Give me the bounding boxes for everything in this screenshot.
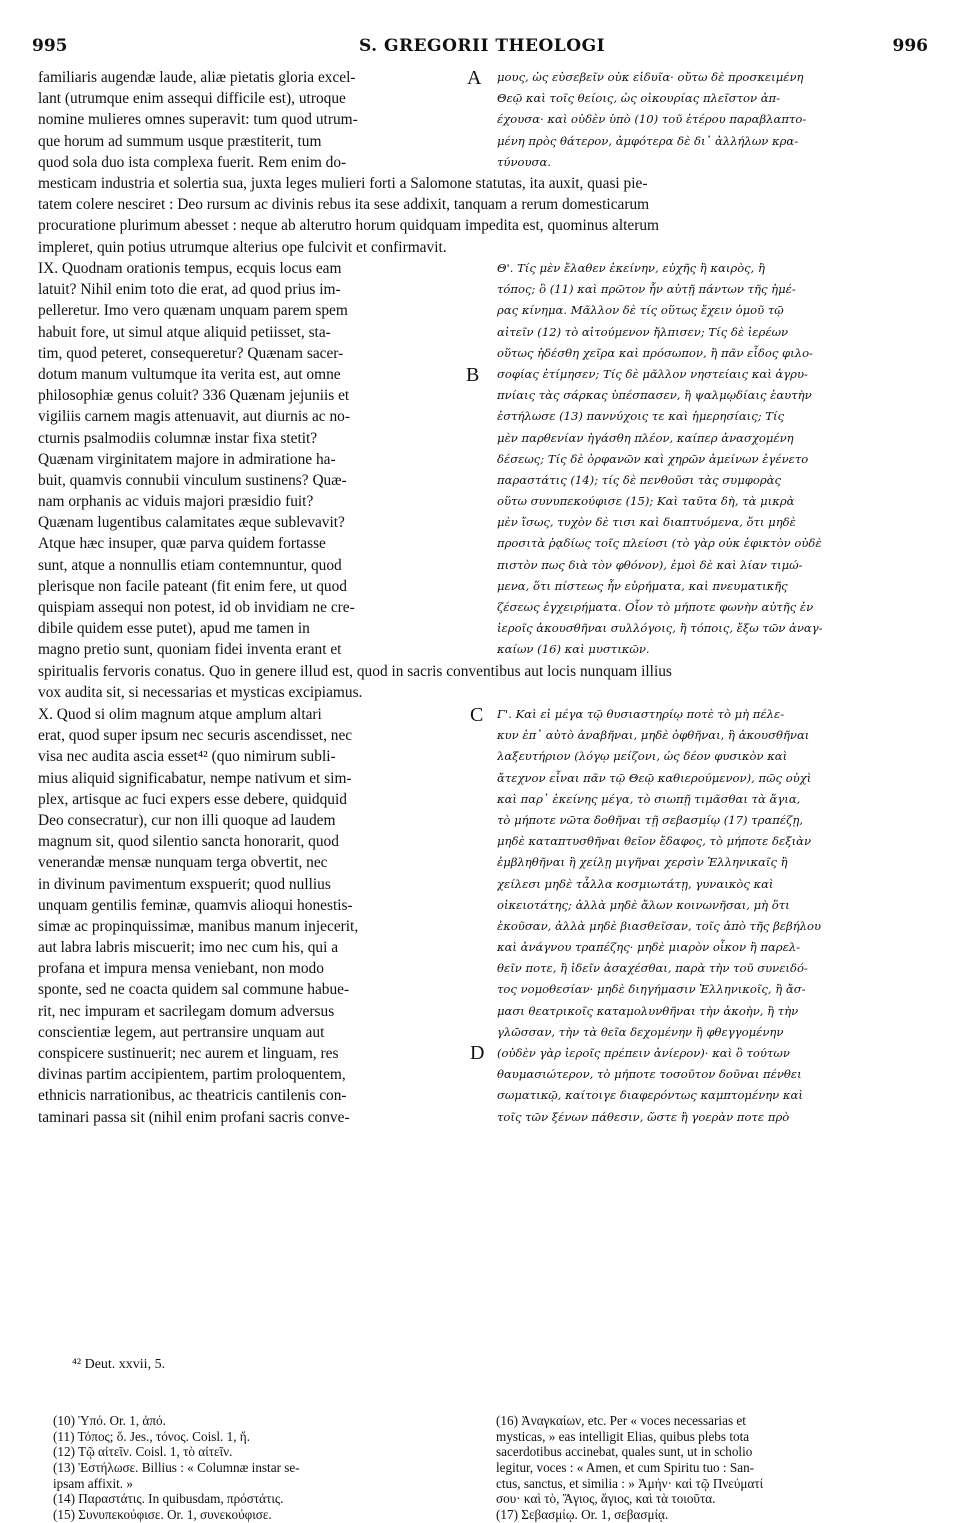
text-line: μασι θεατρικοῖς καταμολυνθῆναι τὴν ἀκοὴν, ἢ τὴν <box>497 1003 799 1018</box>
margin-marker-d: D <box>470 1042 485 1064</box>
text-line: τύνουσα. <box>497 154 551 169</box>
text-line: quispiam assequi non potest, id ob invidiam ne cre- <box>38 599 355 616</box>
text-line: venerandæ mensæ nunquam terga obvertit, nec <box>38 854 328 872</box>
latin-column-block-3 <box>38 704 358 1128</box>
text-line: in divinum pavimentum exspuerit; quod nullius <box>38 875 331 893</box>
text-line: philosophiæ genus coluit? 336 Quænam jejuniis et <box>38 387 350 405</box>
text-line: Atque hæc insuper, quæ parva quidem fortasse <box>38 535 326 553</box>
text-line: (17) Σεβασμίῳ. Or. 1, σεβασμίᾳ. <box>496 1507 669 1523</box>
text-line: IX. Quodnam orationis tempus, ecquis locus eam <box>38 260 342 277</box>
text-line: divinas partim accipientem, partim proloquentem, <box>38 1066 346 1084</box>
text-line: conscientiæ legem, aut pertransire unquam aut <box>38 1023 325 1041</box>
full-width-paragraph-1 <box>38 173 659 258</box>
text-line: lant (utrumque enim assequi difficile est), utroque <box>38 90 346 108</box>
text-line: Deo consecratur), cur non illi quoque ad laudem <box>38 811 336 829</box>
text-line: μένη πρὸς θάτερον, ἀμφότερα δὲ δι᾽ ἀλλήλων κρα- <box>497 133 799 148</box>
latin-column-block-1 <box>38 67 358 173</box>
text-line: πιστὸν πως διὰ τὸν φθόνον), ἐμοὶ δὲ καὶ λίαν τιμώ- <box>497 557 803 572</box>
text-line: μὲν παρθενίαν ἠγάσθη πλέον, καίπερ ἀνασχομένη <box>497 430 794 445</box>
text-line: procuratione plurimum abesset : neque ab alterutro horum quidquam impedita est, quominus alterum <box>38 217 660 235</box>
text-line: plerisque non facile pateant (fit enim fere, ut quod <box>38 577 347 595</box>
text-line: σου· καὶ τὸ, Ἅγιος, ἅγιος, καὶ τὰ τοιοῦτα. <box>496 1491 716 1507</box>
text-line: tim, quod peteret, consequeretur? Quænam sacer- <box>38 344 344 362</box>
critical-notes-left <box>53 1413 300 1523</box>
page-number-left: 995 <box>32 36 68 56</box>
text-line: dibile quidem esse putet), apud me tamen in <box>38 620 310 638</box>
text-line: Θ'. Τίς μὲν ἔλαθεν ἐκείνην, εὐχῆς ἢ καιρὸς, ἢ <box>497 261 765 275</box>
critical-notes-right <box>496 1413 763 1523</box>
text-line: taminari passa sit (nihil enim profani sacris conve- <box>38 1108 350 1126</box>
text-line: θεῖν ποτε, ἢ ἰδεῖν ἀσαχέσθαι, παρὰ τὴν τοῦ συνειδό- <box>497 961 808 976</box>
text-line: (12) Τῷ αἰτεῖν. Coisl. 1, τὸ αἰτεῖν. <box>53 1444 233 1460</box>
text-line: οὕτως ἠδέσθη χεῖρα καὶ πρόσωπον, ἢ πᾶν εἶδος φιλο- <box>497 345 813 360</box>
text-line: καίων (16) καὶ μυστικῶν. <box>497 642 650 657</box>
text-line: Γ'. Καὶ εἰ μέγα τῷ θυσιαστηρίῳ ποτὲ τὸ μὴ πέλε- <box>497 707 785 721</box>
text-line: dotum manum vultumque ita verita est, aut omne <box>38 365 341 383</box>
text-line: μους, ὡς εὐσεβεῖν οὐκ εἰδυῖα· οὔτω δὲ προσκειμένη <box>497 70 804 84</box>
text-line: impleret, quin potius utrumque alterius ope fulcivit et confirmavit. <box>38 238 447 256</box>
text-line: καὶ ἀνάγνου τραπέζης· μηδὲ μιαρὸν οἶκον ἢ παρελ- <box>497 940 801 955</box>
text-line: buit, quamvis connubii vinculum sustinens? Quæ- <box>38 471 347 489</box>
text-line: δέσεως; Τίς δὲ ὀρφανῶν καὶ χηρῶν ἀμείνων ἐγένετο <box>497 451 809 466</box>
text-line: (13) Ἐστήλωσε. Billius : « Columnæ instar se- <box>53 1460 300 1476</box>
text-line: ipsam affixit. » <box>53 1475 133 1491</box>
text-line: que horum ad summum usque præstiterit, tum <box>38 132 322 150</box>
greek-column-block-2 <box>497 258 823 661</box>
text-line: πνίαις τὰς σάρκας ὑπέσπασεν, ἢ ψαλμῳδίαις ἑαυτὴν <box>497 388 812 403</box>
text-line: spiritualis fervoris conatus. Quo in genere illud est, quod in sacris conventibus aut locis nunquam illius <box>38 663 672 680</box>
text-line: ctus, sanctus, et similia : » Ἀμήν· καὶ τῷ Πνεύματί <box>496 1475 764 1491</box>
text-line: vigiliis carnem magis attenuavit, aut diurnis ac no- <box>38 408 351 426</box>
text-line: erat, quod super ipsum nec securis ascendisset, nec <box>38 727 353 745</box>
text-line: legitur, voces : « Amen, et cum Spiritu tuo : San- <box>496 1460 755 1476</box>
text-line: ἱεροῖς ἀκουσθῆναι συλλόγοις, ἢ τόποις, ἔξω τῶν ἀναγ- <box>497 621 823 636</box>
text-line: γλῶσσαν, τὴν τὰ θεῖα δεχομένην ἢ φθεγγομένην <box>497 1024 784 1039</box>
text-line: sponte, sed ne coacta quidem sal commune habue- <box>38 981 350 999</box>
text-line: (16) Ἀναγκαίων, etc. Per « voces necessarias et <box>496 1413 746 1428</box>
text-line: τὸ μήποτε νῶτα δοθῆναι τῇ σεβασμίῳ (17) τραπέζῃ, <box>497 812 804 827</box>
text-line: (11) Τόπος; ὅ. Jes., τόνος. Coisl. 1, ἤ. <box>53 1428 250 1444</box>
text-line: οὕτω συνυπεκούφισε (15); Καὶ ταῦτα δὴ, τὰ μικρὰ <box>497 494 795 509</box>
text-line: ἑκοῦσαν, ἀλλὰ μηδὲ βιασθεῖσαν, τοῖς ἀπὸ τῆς βεβήλου <box>497 918 822 933</box>
text-line: mius aliquid significabatur, nempe nativum et sim- <box>38 769 352 787</box>
text-line: (14) Παραστάτις. In quibusdam, πρόστάτις. <box>53 1491 284 1507</box>
text-line: μηδὲ καταπτυσθῆναι θεῖον ἔδαφος, τὸ μήποτε δεξιὰν <box>497 834 812 849</box>
text-line: mesticam industria et solertia sua, juxta leges mulieri forti a Salomone statutas, ita auxit, quasi pie- <box>38 175 648 192</box>
page-number-right: 996 <box>892 36 928 56</box>
text-line: tatem colere nesciret : Deo rursum ac divinis rebus ita sese addixit, tanquam a rerum domesticarum <box>38 196 650 214</box>
text-line: λαξευτήριον (λόγῳ μείζονι, ὡς δέον φυσικὸν καὶ <box>497 749 788 764</box>
text-line: visa nec audita ascia esset⁴² (quo nimirum subli- <box>38 748 336 766</box>
text-line: plex, artisque ac fuci expers esse debere, quidquid <box>38 790 347 808</box>
text-line: latuit? Nihil enim toto die erat, ad quod prius im- <box>38 281 341 299</box>
text-line: σοφίας ἐτίμησεν; Τίς δὲ μᾶλλον νηστείαις καὶ ἀγρυ- <box>497 366 808 381</box>
greek-column-block-1 <box>497 67 806 173</box>
text-line: mysticas, » eas intelligit Elias, quibus plebs tota <box>496 1428 750 1444</box>
text-line: καὶ παρ᾽ ἐκείνης μέγα, τὸ σιωπῇ τιμᾶσθαι τὰ ἅγια, <box>497 791 801 806</box>
text-line: σωματικῷ, καίτοιγε διαφερόντως καμπτομένην καὶ <box>497 1088 803 1103</box>
text-line: familiaris augendæ laude, aliæ pietatis gloria excel- <box>38 69 356 86</box>
margin-marker-b: B <box>466 364 480 386</box>
text-line: μὲν ἴσως, τυχὸν δὲ τισι καὶ διαπτυόμενα, ὅτι μηδὲ <box>497 515 796 530</box>
text-line: έχουσα· καὶ οὐδὲν ὑπὸ (10) τοῦ ἑτέρου παραβλαπτο- <box>497 112 807 127</box>
margin-marker-c: C <box>470 704 484 726</box>
text-line: χείλεσι μηδὲ τἆλλα κοσμιωτάτῃ, γυναικὸς καὶ <box>497 876 774 891</box>
text-line: aut labra labris miscuerit; imo nec cum his, qui a <box>38 939 339 957</box>
text-line: οἰκειοτάτης; ἀλλὰ μηδὲ ἄλων κοινωνῆσαι, μὴ ὅτι <box>497 897 790 912</box>
text-line: habuit fore, ut simul atque aliquid petiisset, sta- <box>38 323 331 341</box>
text-line: Θεῷ καὶ τοῖς θείοις, ὡς οἰκουρίας πλεῖστον ἀπ- <box>497 91 781 106</box>
text-line: (10) Ὑπό. Or. 1, ἀπό. <box>53 1413 166 1428</box>
latin-column-block-2 <box>38 258 355 661</box>
text-line: προσιτὰ ῥᾳδίως τοῖς πλείοσι (τὸ γὰρ οὐκ ἐφικτὸν οὐδὲ <box>497 536 822 551</box>
text-line: sacerdotibus accinebat, quales sunt, ut in scholio <box>496 1444 753 1460</box>
full-width-paragraph-2 <box>38 661 672 703</box>
text-line: nam orphanis ac viduis majori præsidio fuit? <box>38 493 314 511</box>
text-line: unquam gentilis feminæ, quamvis alioqui honestis- <box>38 896 353 914</box>
text-line: παραστάτις (14); τίς δὲ πενθοῦσι τὰς συμφορὰς <box>497 472 782 487</box>
text-line: cturnis psalmodiis columnæ instar fixa stetit? <box>38 429 318 447</box>
text-line: ἄτεχνον εἶναι πᾶν τῷ Θεῷ καθιερούμενον), πῶς οὐχὶ <box>497 770 812 785</box>
scripture-footnote: ⁴² Deut. xxvii, 5. <box>72 1357 166 1372</box>
text-line: Quænam virginitatem majore in admiratione ha- <box>38 450 336 468</box>
text-line: conspicere sustinuerit; nec aurem et linguam, res <box>38 1045 339 1062</box>
text-line: (οὐδὲν γὰρ ἱεροῖς πρέπειν ἀνίερον)· καὶ ὃ τούτων <box>497 1046 790 1060</box>
text-line: τοῖς τῶν ξένων πάθεσιν, ὥστε ἢ γοερὰν ποτε πρὸ <box>497 1109 790 1124</box>
text-line: ρας κίνημα. Μᾶλλον δὲ τίς οὕτως ἔχειν ὁμοῦ τῷ <box>497 303 784 318</box>
text-line: τος νομοθεσίαν· μηδὲ διηγήμασιν Ἑλληνικοῖς, ἢ ἄσ- <box>497 982 806 997</box>
text-line: nomine mulieres omnes superavit: tum quod utrum- <box>38 111 358 129</box>
text-line: magnum sit, quod silentio sancta honorarit, quod <box>38 833 339 851</box>
text-line: Quænam lugentibus calamitates æque sublevavit? <box>38 514 345 532</box>
text-line: αἰτεῖν (12) τὸ αἰτούμενον ἤλπισεν; Τίς δὲ ἱερέων <box>497 324 789 339</box>
margin-marker-a: A <box>467 67 482 89</box>
text-line: θαυμασιώτερον, τὸ μήποτε τοσοῦτον δοῦναι πένθει <box>497 1067 802 1082</box>
text-line: simæ ac propinquissimæ, manibus manum injecerit, <box>38 917 359 935</box>
text-line: τόπος; ὃ (11) καὶ πρῶτον ἦν αὐτῇ πάντων τῆς ἡμέ- <box>497 282 796 297</box>
text-line: μενα, ὅτι πίστεως ἦν εὑρήματα, καὶ πνευματικῆς <box>497 578 788 593</box>
text-line: X. Quod si olim magnum atque amplum altari <box>38 706 322 723</box>
running-title: S. GREGORII THEOLOGI <box>358 36 606 56</box>
text-line: sunt, atque a nonnullis etiam contemnuntur, quod <box>38 556 342 574</box>
greek-column-block-3 <box>497 704 821 1128</box>
text-line: κυν ἐπ᾽ αὐτὸ ἀναβῆναι, μηδὲ ὀφθῆναι, ἢ ἀκουσθῆναι <box>497 728 810 743</box>
text-line: ethnicis narrationibus, ac theatricis cantilenis con- <box>38 1087 347 1105</box>
text-line: magno pretio sunt, quoniam fidei inventa erant et <box>38 641 342 659</box>
text-line: ἐμβληθῆναι ἢ χείλῃ μιγῆναι χερσὶν Ἑλληνικαῖς ἢ <box>497 855 788 870</box>
text-line: rit, nec impuram et sacrilegam domum adversus <box>38 1002 335 1020</box>
text-line: ἐστήλωσε (13) παννύχοις τε καὶ ἡμερησίαις; Τίς <box>497 409 785 424</box>
text-line: profana et impura mensa veniebant, non modo <box>38 960 324 978</box>
text-line: pelleretur. Imo vero quænam unquam parem spem <box>38 302 348 320</box>
text-line: quod sola duo ista complexa fuerit. Rem enim do- <box>38 153 347 171</box>
text-line: (15) Συνυπεκούφισε. Or. 1, συνεκούφισε. <box>53 1507 272 1523</box>
text-line: ζέσεως ἐγχειρήματα. Οἷον τὸ μήποτε φωνὴν αὐτῆς ἐν <box>497 600 814 614</box>
text-line: vox audita sit, si necessarias et mysticas excipiamus. <box>38 684 363 702</box>
